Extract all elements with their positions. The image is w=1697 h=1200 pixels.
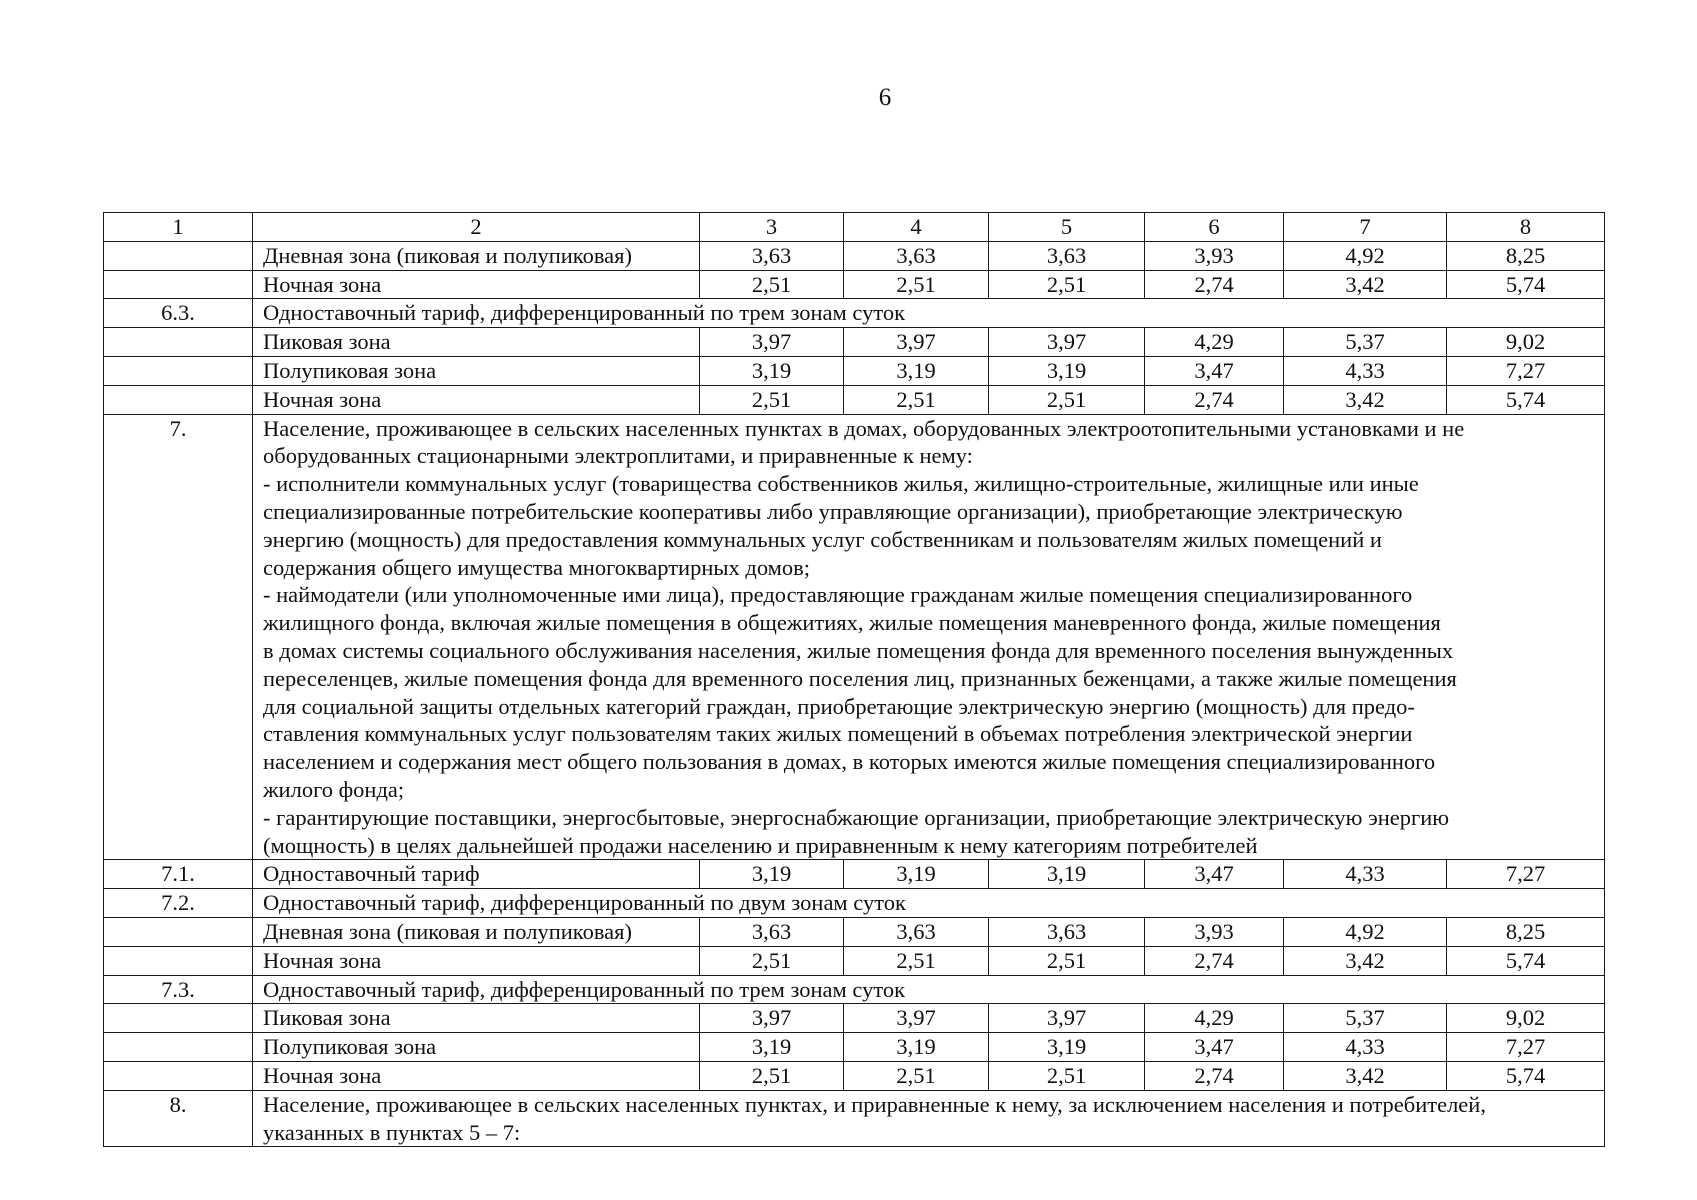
tariff-value: 8,25 [1447, 917, 1605, 946]
description-line: в домах системы социального обслуживания населения, жилые помещения фонда для временного поселения вынужденных [263, 637, 1454, 663]
description-line: Население, проживающее в сельских населенных пунктах в домах, оборудованных электроотопительными установками и не [263, 415, 1465, 441]
description-line: населением и содержания мест общего пользования в домах, в которых имеются жилые помещения специализированного [263, 749, 1436, 775]
column-number: 8 [1447, 213, 1605, 242]
table-row [104, 241, 1605, 270]
tariff-value: 2,51 [989, 1061, 1145, 1090]
tariff-value: 3,63 [989, 917, 1145, 946]
tariff-value: 2,74 [1145, 270, 1284, 299]
description-line: переселенцев, жилые помещения фонда для временного поселения лиц, признанных беженцами, а также жилые помещения [263, 665, 1457, 691]
item-number-cell [104, 270, 253, 299]
tariff-value: 3,19 [989, 356, 1145, 385]
tariff-value: 4,92 [1284, 917, 1447, 946]
tariff-value: 3,42 [1284, 270, 1447, 299]
tariff-value: 2,51 [844, 270, 989, 299]
description-line: (мощность) в целях дальнейшей продажи населению и приравненным к нему категориям потребителей [263, 832, 1258, 858]
row-label: Дневная зона (пиковая и полупиковая) [253, 241, 700, 270]
tariff-value: 4,92 [1284, 241, 1447, 270]
row-label: Ночная зона [253, 1061, 700, 1090]
tariff-value: 5,74 [1447, 946, 1605, 975]
item-number: 7.1. [104, 860, 253, 889]
item-number: 6.3. [104, 299, 253, 328]
row-label: Дневная зона (пиковая и полупиковая) [253, 917, 700, 946]
tariff-value: 7,27 [1447, 356, 1605, 385]
tariff-value: 2,51 [844, 385, 989, 414]
description-line: - гарантирующие поставщики, энергосбытовые, энергоснабжающие организации, приобретающие электрическую энергию [263, 804, 1450, 830]
column-number: 2 [253, 213, 700, 242]
item-number-cell [104, 946, 253, 975]
tariff-value: 3,47 [1145, 1033, 1284, 1062]
table-row [104, 270, 1605, 299]
table-row [104, 946, 1605, 975]
tariff-value: 3,19 [844, 1033, 989, 1062]
section-row [104, 299, 1605, 328]
section-row [104, 975, 1605, 1004]
tariff-value: 4,33 [1284, 1033, 1447, 1062]
description-line: специализированные потребительские кооперативы либо управляющие организации), приобретающие электрическую [263, 498, 1403, 524]
description-row [104, 1090, 1605, 1147]
item-number-cell [104, 1061, 253, 1090]
item-number: 7.2. [104, 889, 253, 918]
tariff-value: 3,42 [1284, 385, 1447, 414]
description-line: Население, проживающее в сельских населенных пунктах, и приравненные к нему, за исключением населения и потребителей, [263, 1091, 1486, 1117]
tariff-value: 9,02 [1447, 328, 1605, 357]
tariff-value: 5,74 [1447, 270, 1605, 299]
table-row [104, 1004, 1605, 1033]
item-number: 7. [104, 414, 253, 860]
table-row [104, 356, 1605, 385]
tariff-value: 9,02 [1447, 1004, 1605, 1033]
row-label: Пиковая зона [253, 328, 700, 357]
tariff-value: 3,19 [989, 860, 1145, 889]
item-number-cell [104, 241, 253, 270]
tariff-value: 3,63 [844, 917, 989, 946]
tariff-value: 3,97 [700, 1004, 844, 1033]
tariff-value: 4,33 [1284, 860, 1447, 889]
description-line: - наймодатели (или уполномоченные ими лица), предоставляющие гражданам жилые помещения специализированного [263, 582, 1413, 608]
item-number-cell [104, 356, 253, 385]
table-row [104, 1061, 1605, 1090]
tariff-value: 3,47 [1145, 860, 1284, 889]
tariff-value: 3,97 [844, 328, 989, 357]
tariff-value: 3,63 [844, 241, 989, 270]
description-line: для социальной защиты отдельных категорий граждан, приобретающие электрическую энергию (мощность) для предо- [263, 693, 1415, 719]
row-label: Ночная зона [253, 385, 700, 414]
item-number: 8. [104, 1090, 253, 1147]
tariff-value: 5,74 [1447, 385, 1605, 414]
tariff-value: 2,51 [844, 1061, 989, 1090]
tariff-value: 3,19 [844, 356, 989, 385]
table-row [104, 860, 1605, 889]
description-line: - исполнители коммунальных услуг (товарищества собственников жилья, жилищно-строительные, жилищные или иные [263, 471, 1419, 497]
tariff-value: 3,19 [700, 1033, 844, 1062]
column-number: 7 [1284, 213, 1447, 242]
table-row [104, 1033, 1605, 1062]
tariff-value: 2,51 [844, 946, 989, 975]
tariff-value: 3,63 [700, 241, 844, 270]
tariff-value: 3,19 [989, 1033, 1145, 1062]
table-row [104, 385, 1605, 414]
page-number: 6 [878, 84, 892, 111]
description-line: оборудованных стационарными электроплитами, и приравненные к нему: [263, 443, 973, 469]
tariff-value: 3,19 [700, 356, 844, 385]
item-number-cell [104, 1033, 253, 1062]
tariff-value: 5,74 [1447, 1061, 1605, 1090]
tariff-value: 3,19 [700, 860, 844, 889]
tariff-value: 3,97 [989, 1004, 1145, 1033]
tariff-value: 3,97 [844, 1004, 989, 1033]
section-title: Одноставочный тариф, дифференцированный по трем зонам суток [253, 975, 1605, 1004]
item-number-cell [104, 917, 253, 946]
tariff-value: 3,63 [989, 241, 1145, 270]
tariff-value: 5,37 [1284, 1004, 1447, 1033]
item-number-cell [104, 1004, 253, 1033]
description-line: содержания общего имущества многоквартирных домов; [263, 554, 811, 580]
tariff-value: 3,42 [1284, 1061, 1447, 1090]
tariff-value: 2,51 [989, 270, 1145, 299]
tariff-value: 2,51 [700, 946, 844, 975]
section-row [104, 889, 1605, 918]
tariff-value: 4,29 [1145, 1004, 1284, 1033]
column-number: 6 [1145, 213, 1284, 242]
tariff-value: 7,27 [1447, 860, 1605, 889]
row-label: Пиковая зона [253, 1004, 700, 1033]
category-description [253, 1090, 1605, 1147]
table-row [104, 917, 1605, 946]
tariff-value: 2,74 [1145, 946, 1284, 975]
row-label: Ночная зона [253, 270, 700, 299]
item-number-cell [104, 328, 253, 357]
column-number: 3 [700, 213, 844, 242]
tariff-value: 2,51 [700, 385, 844, 414]
section-title: Одноставочный тариф, дифференцированный по двум зонам суток [253, 889, 1605, 918]
column-number: 5 [989, 213, 1145, 242]
item-number-cell [104, 385, 253, 414]
tariff-value: 7,27 [1447, 1033, 1605, 1062]
tariff-value: 2,74 [1145, 1061, 1284, 1090]
tariff-value: 3,97 [989, 328, 1145, 357]
tariff-value: 3,97 [700, 328, 844, 357]
column-number-row [104, 213, 1605, 242]
tariff-value: 3,47 [1145, 356, 1284, 385]
row-label: Ночная зона [253, 946, 700, 975]
description-line: энергию (мощность) для предоставления коммунальных услуг собственникам и пользователям жилых помещений и [263, 526, 1382, 552]
row-label: Полупиковая зона [253, 1033, 700, 1062]
tariff-value: 5,37 [1284, 328, 1447, 357]
tariff-value: 3,93 [1145, 241, 1284, 270]
tariff-value: 2,51 [989, 385, 1145, 414]
tariff-value: 2,51 [700, 1061, 844, 1090]
section-title: Одноставочный тариф, дифференцированный по трем зонам суток [253, 299, 1605, 328]
row-label: Полупиковая зона [253, 356, 700, 385]
tariff-value: 8,25 [1447, 241, 1605, 270]
description-line: указанных в пунктах 5 – 7: [263, 1119, 521, 1145]
column-number: 4 [844, 213, 989, 242]
tariff-table [103, 212, 1605, 1147]
description-line: ставления коммунальных услуг пользователям таких жилых помещений в объемах потребления электрической энергии [263, 721, 1413, 747]
tariff-value: 3,93 [1145, 917, 1284, 946]
tariff-value: 2,51 [700, 270, 844, 299]
description-line: жилищного фонда, включая жилые помещения в общежитиях, жилые помещения маневренного фонда, жилые помещения [263, 610, 1441, 636]
category-description [253, 414, 1605, 860]
tariff-value: 2,74 [1145, 385, 1284, 414]
table-row [104, 328, 1605, 357]
tariff-value: 2,51 [989, 946, 1145, 975]
row-label: Одноставочный тариф [253, 860, 700, 889]
description-row [104, 414, 1605, 860]
tariff-value: 3,19 [844, 860, 989, 889]
tariff-value: 4,29 [1145, 328, 1284, 357]
column-number: 1 [104, 213, 253, 242]
tariff-value: 3,63 [700, 917, 844, 946]
item-number: 7.3. [104, 975, 253, 1004]
tariff-value: 3,42 [1284, 946, 1447, 975]
description-line: жилого фонда; [263, 776, 405, 802]
tariff-value: 4,33 [1284, 356, 1447, 385]
